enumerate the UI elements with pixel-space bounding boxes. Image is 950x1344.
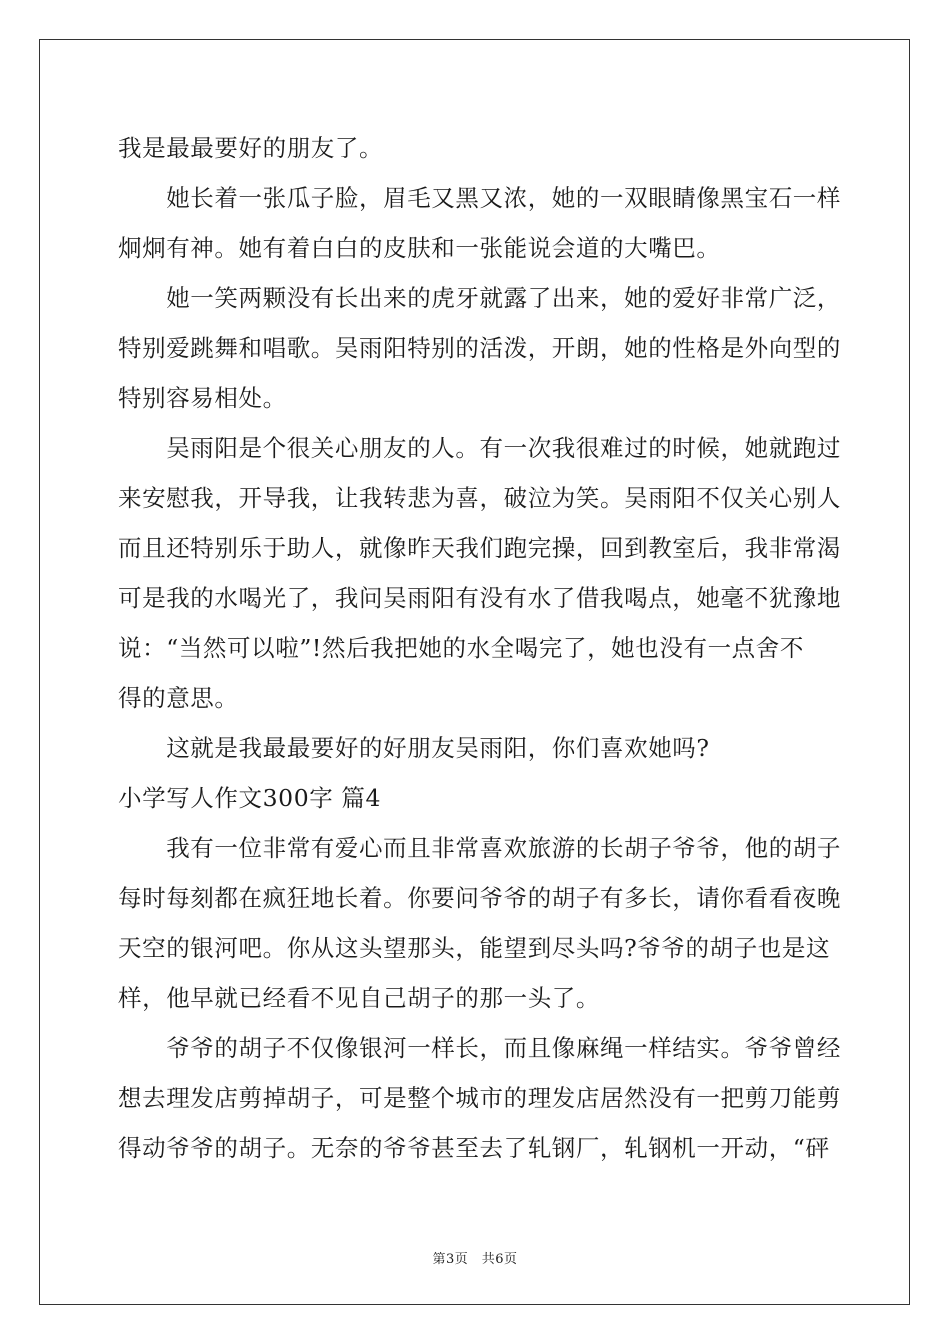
- text-line: 这就是我最最要好的好朋友吴雨阳，你们喜欢她吗?: [118, 734, 710, 762]
- page-number-label: 第3页 共6页: [432, 1252, 518, 1267]
- text-line: 得动爷爷的胡子。无奈的爷爷甚至去了轧钢厂，轧钢机一开动，“砰: [118, 1134, 830, 1162]
- text-line: 说：“当然可以啦”!然后我把她的水全喝完了，她也没有一点舍不: [118, 634, 804, 662]
- text-line: 她长着一张瓜子脸，眉毛又黑又浓，她的一双眼睛像黑宝石一样: [118, 184, 841, 212]
- text-line: 我有一位非常有爱心而且非常喜欢旅游的长胡子爷爷，他的胡子: [118, 834, 841, 862]
- text-line: 她一笑两颗没有长出来的虎牙就露了出来，她的爱好非常广泛，: [118, 284, 841, 312]
- text-line: 可是我的水喝光了，我问吴雨阳有没有水了借我喝点，她毫不犹豫地: [118, 584, 841, 612]
- text-line: 吴雨阳是个很关心朋友的人。有一次我很难过的时候，她就跑过: [118, 434, 841, 462]
- text-line: 而且还特别乐于助人，就像昨天我们跑完操，回到教室后，我非常渴: [118, 534, 841, 562]
- text-line: 爷爷的胡子不仅像银河一样长，而且像麻绳一样结实。爷爷曾经: [118, 1034, 841, 1062]
- text-line: 得的意思。: [118, 684, 239, 712]
- page-border: [39, 39, 910, 1305]
- text-line: 想去理发店剪掉胡子，可是整个城市的理发店居然没有一把剪刀能剪: [118, 1084, 841, 1112]
- text-line: 特别爱跳舞和唱歌。吴雨阳特别的活泼，开朗，她的性格是外向型的: [118, 334, 841, 362]
- text-line: 炯炯有神。她有着白白的皮肤和一张能说会道的大嘴巴。: [118, 234, 721, 262]
- text-line: 来安慰我，开导我，让我转悲为喜，破泣为笑。吴雨阳不仅关心别人: [118, 484, 841, 512]
- page-footer: [0, 1248, 950, 1267]
- text-line: 天空的银河吧。你从这头望那头，能望到尽头吗?爷爷的胡子也是这: [118, 934, 831, 962]
- text-line: 特别容易相处。: [118, 384, 287, 412]
- text-line: 我是最最要好的朋友了。: [118, 134, 384, 162]
- text-line: 样，他早就已经看不见自己胡子的那一头了。: [118, 984, 600, 1012]
- section-heading: 小学写人作文300字 篇4: [118, 784, 382, 812]
- text-line: 每时每刻都在疯狂地长着。你要问爷爷的胡子有多长，请你看看夜晚: [118, 884, 841, 912]
